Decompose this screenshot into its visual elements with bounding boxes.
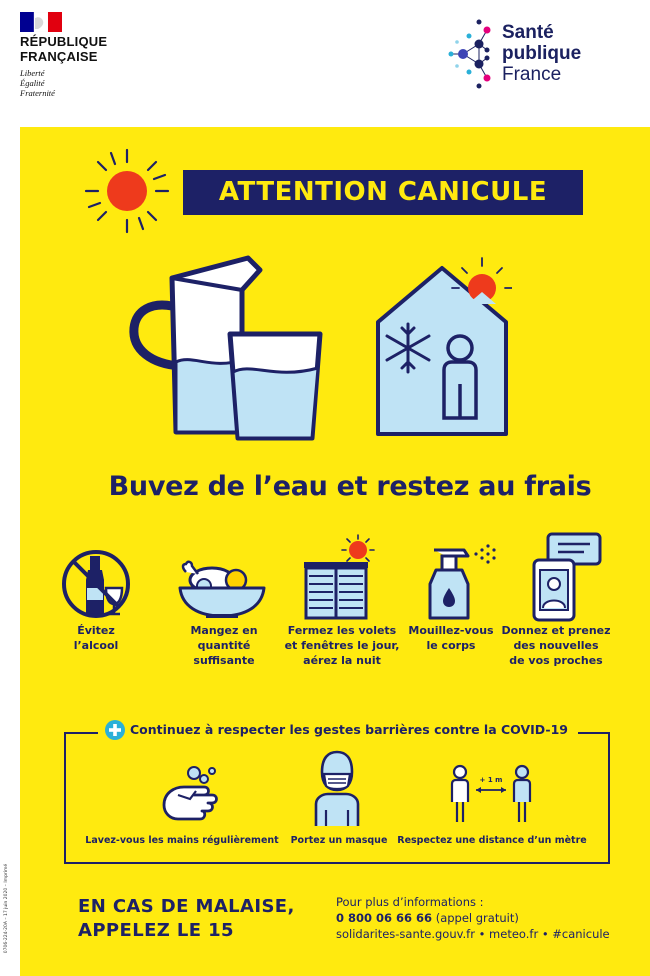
- spray-bottle-icon: [424, 544, 504, 622]
- tip-food-line1: Mangez en: [190, 624, 258, 637]
- agency-line1: Santé: [502, 22, 554, 43]
- info-phone-note: (appel gratuit): [432, 911, 519, 925]
- plus-icon: [104, 719, 126, 741]
- print-reference: 0706-224-20A – 17 juin 2020 – Imprimé: [4, 863, 10, 954]
- gesture-hands-label: Lavez-vous les mains régulièrement: [85, 835, 279, 846]
- info-phone: 0 800 06 66 66: [336, 911, 433, 925]
- hand-washing-icon: [160, 765, 222, 821]
- covid-frame-top-left: [64, 732, 98, 734]
- agency-name: [502, 22, 581, 85]
- sun-icon: [82, 146, 172, 236]
- marianne-flag-logo: [20, 12, 62, 32]
- cool-house-icon: [372, 252, 512, 442]
- tip-alcohol-line2: l’alcool: [73, 639, 119, 652]
- main-claim: Buvez de l’eau et restez au frais: [108, 471, 592, 502]
- tip-alcohol-line1: Évitez: [77, 624, 115, 637]
- motto-fraternite: Fraternité: [20, 88, 55, 98]
- tip-water-line2: le corps: [426, 639, 476, 652]
- tip-relatives-line2: des nouvelles: [513, 639, 599, 652]
- tip-relatives-line3: de vos proches: [509, 654, 603, 667]
- republic-name: [20, 34, 107, 64]
- poster-title: ATTENTION CANICULE: [183, 170, 583, 215]
- motto-egalite: Égalité: [20, 78, 45, 88]
- tip-label-relatives: [500, 623, 612, 668]
- info-links: solidarites-sante.gouv.fr • meteo.fr • #canicule: [336, 927, 610, 941]
- tip-water-line1: Mouillez-vous: [408, 624, 494, 637]
- water-pitcher-glass-icon: [118, 254, 328, 444]
- food-bowl-icon: [176, 558, 268, 620]
- motto-liberte: Liberté: [20, 68, 45, 78]
- covid-title: Continuez à respecter les gestes barrières contre la COVID-19: [130, 722, 568, 737]
- gesture-mask-label: Portez un masque: [290, 835, 388, 846]
- info-phone-line: [336, 910, 610, 926]
- tip-label-water: [404, 623, 498, 653]
- no-alcohol-icon: [60, 548, 132, 620]
- agency-line2: publique: [502, 43, 582, 64]
- republic-name-line1: RÉPUBLIQUE: [20, 34, 108, 49]
- republic-name-line2: FRANÇAISE: [20, 49, 98, 64]
- tip-label-alcohol: [48, 623, 144, 653]
- tip-label-shutters: [282, 623, 402, 668]
- covid-frame-top-right: [578, 732, 608, 734]
- gesture-distance-label: Respectez une distance d’un mètre: [397, 835, 587, 846]
- distance-icon: [446, 762, 536, 824]
- shutters-icon: [300, 534, 382, 620]
- emergency-line1: EN CAS DE MALAISE,: [78, 896, 295, 917]
- tip-food-line2: quantité suffisante: [193, 639, 255, 667]
- sante-publique-france-logo-icon: [443, 14, 495, 96]
- emergency-message: [78, 895, 295, 943]
- distance-label: + 1 m: [479, 776, 503, 784]
- tip-label-food: [168, 623, 280, 668]
- tip-shutters-line3: aérez la nuit: [303, 654, 381, 667]
- emergency-line2: APPELEZ LE 15: [78, 920, 234, 941]
- republic-motto: [20, 68, 55, 98]
- tip-relatives-line1: Donnez et prenez: [501, 624, 611, 637]
- tip-shutters-line2: et fenêtres le jour,: [284, 639, 400, 652]
- tip-shutters-line1: Fermez les volets: [287, 624, 397, 637]
- phone-call-icon: [530, 532, 604, 622]
- agency-line3: France: [502, 64, 562, 85]
- info-title: Pour plus d’informations :: [336, 895, 484, 909]
- info-block: [336, 894, 610, 942]
- mask-person-icon: [312, 748, 362, 828]
